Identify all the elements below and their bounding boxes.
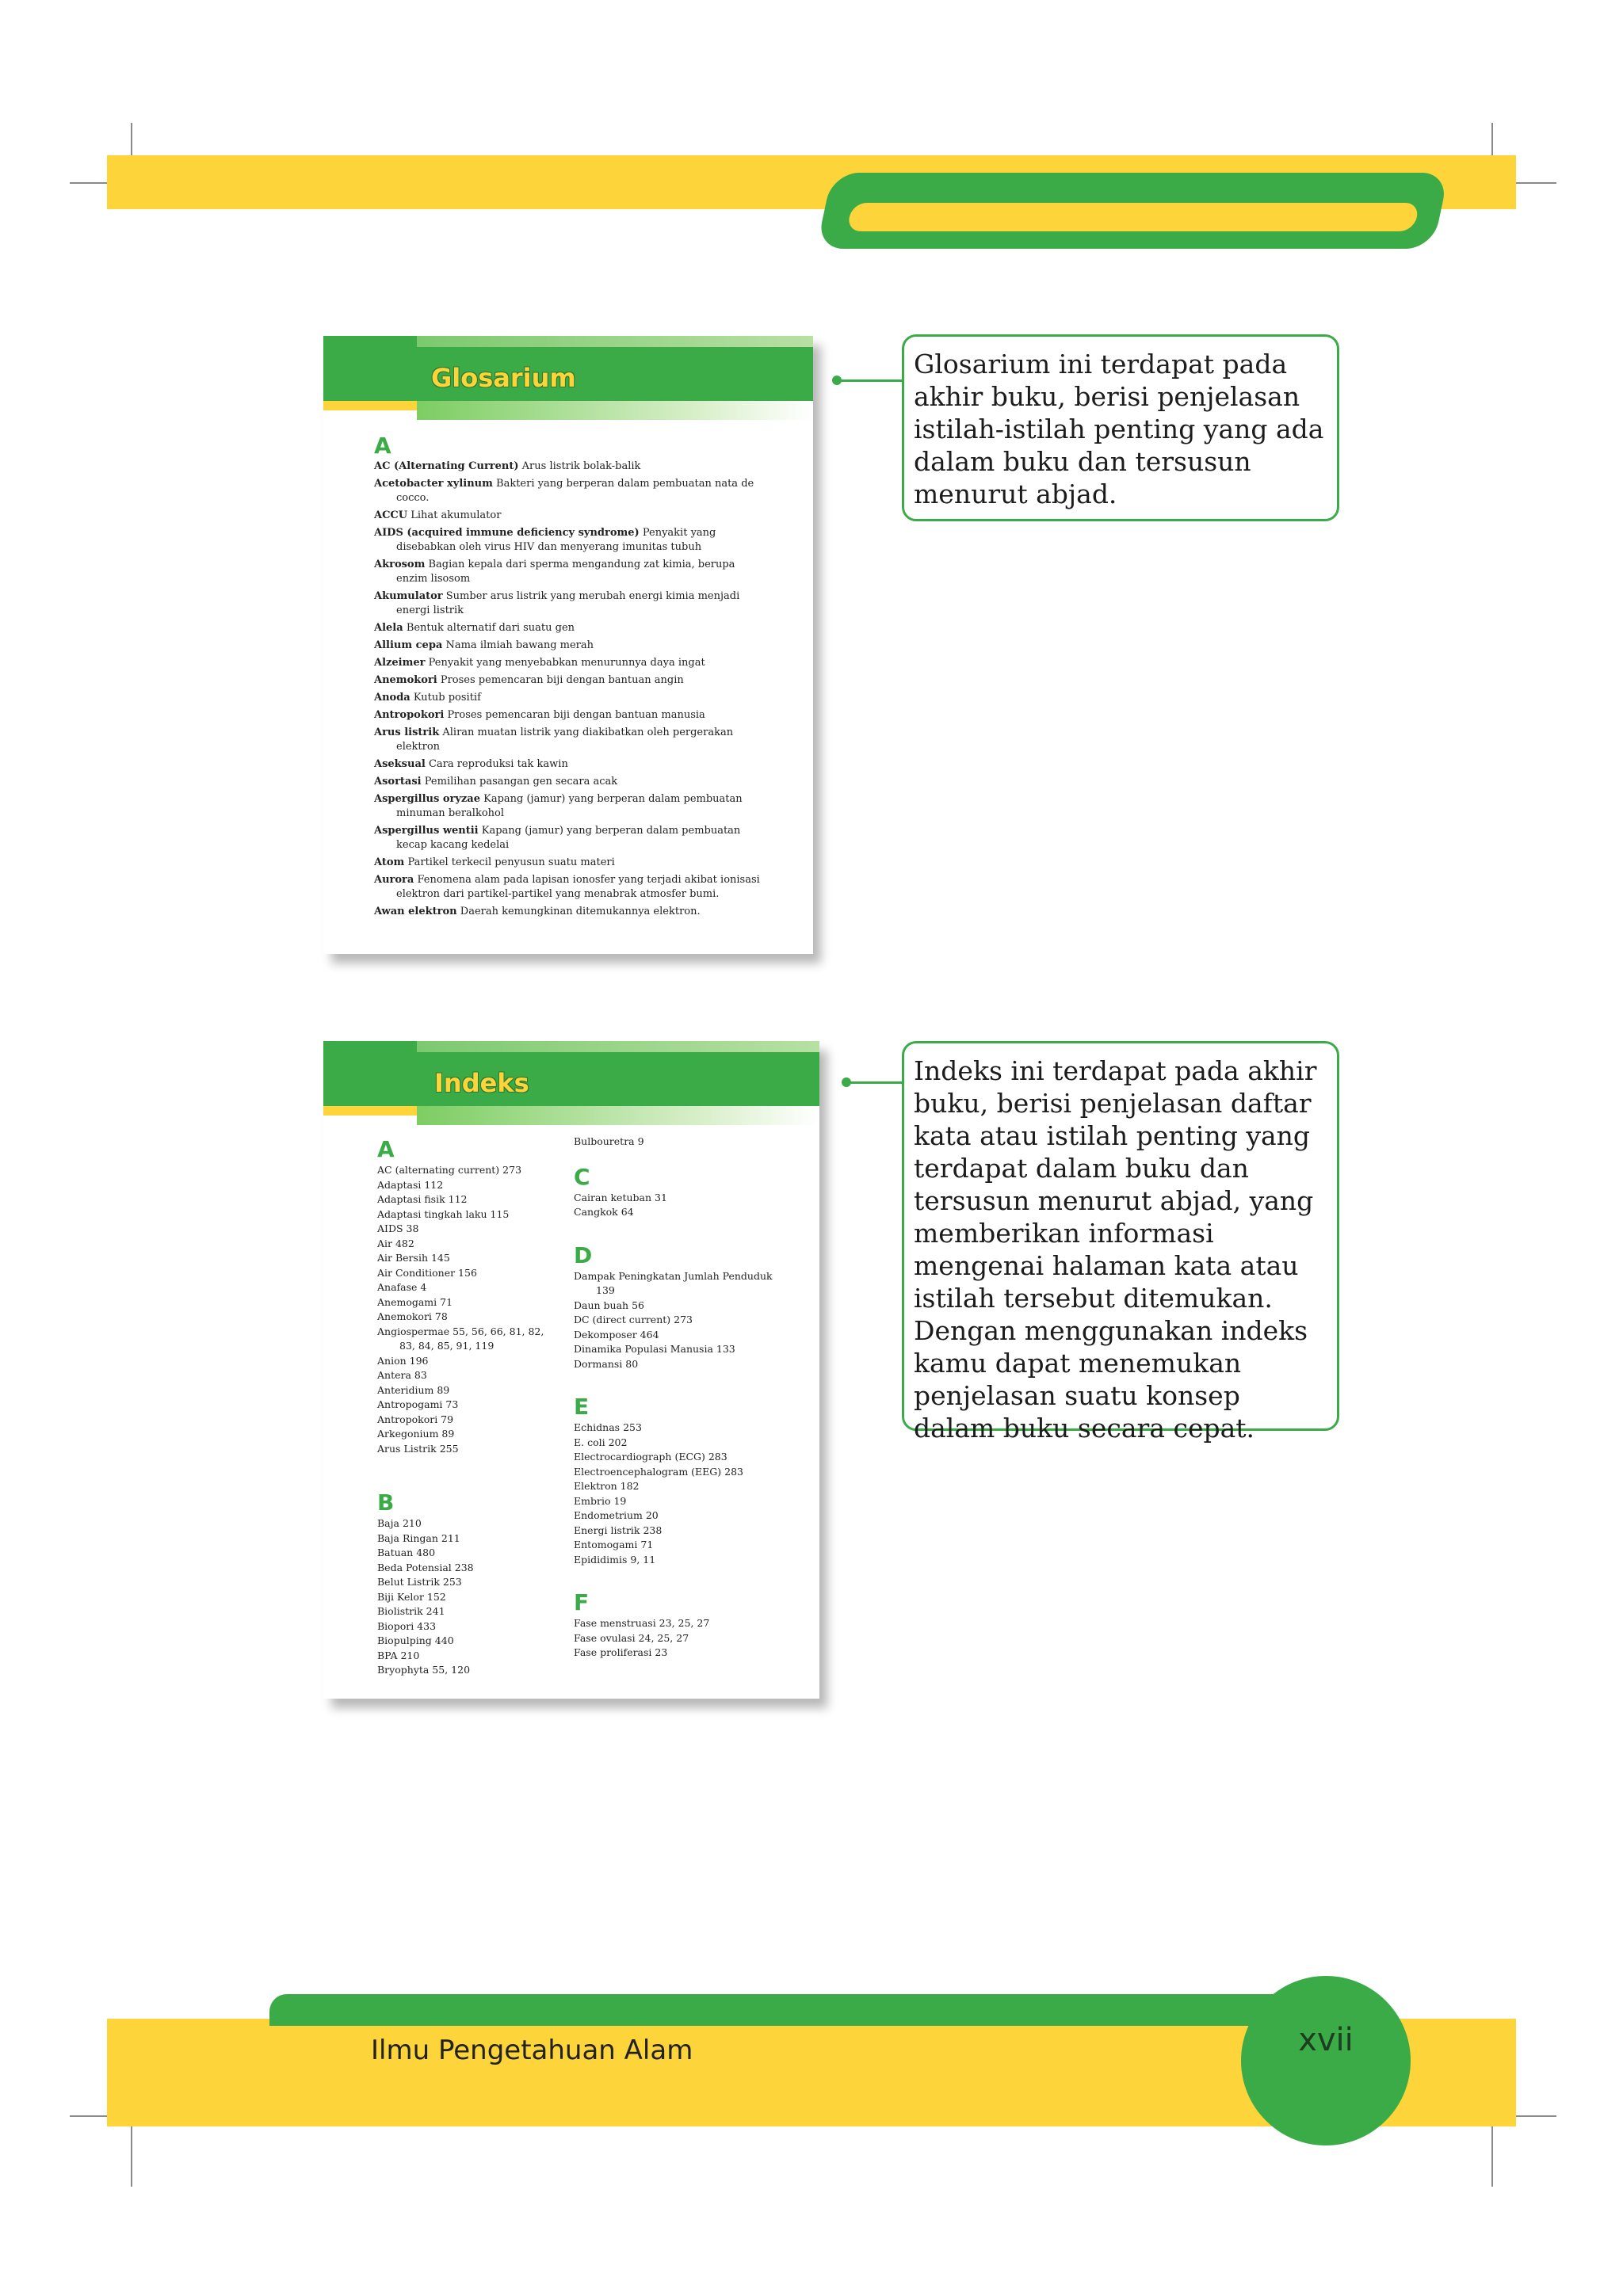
index-entry: Baja Ringan 211 [377,1531,460,1544]
index-entry: Antera 83 [377,1369,427,1381]
index-entry: Bulbouretra 9 [574,1135,644,1147]
index-entry: Antropogami 73 [377,1398,459,1410]
index-entry: Biopulping 440 [377,1634,454,1646]
index-entry: Biopori 433 [377,1619,437,1632]
index-entry: Dinamika Populasi Manusia 133 [574,1343,735,1355]
index-entry: Energi listrik 238 [574,1524,663,1536]
index-entry: Dekomposer 464 [574,1328,659,1341]
index-entry: Anemokori 78 [377,1310,448,1322]
index-entry: Adaptasi tingkah laku 115 [377,1207,510,1220]
glossary-entry [374,589,769,618]
glossary-definition: Penyakit yang menyebabkan menurunnya daya ingat [428,657,705,669]
glossary-definition: Proses pemencaran biji dengan bantuan manusia [447,709,705,721]
glossary-term: Asortasi [374,776,422,788]
glossary-term: Aspergillus wentii [374,825,479,837]
glossary-sample-page [323,336,813,954]
index-entry: BPA 210 [377,1649,420,1661]
index-column-1 [377,1138,552,1678]
glossary-entry [374,558,769,586]
index-entry: Anteridium 89 [377,1383,450,1396]
glossary-term: Akumulator [374,590,443,602]
index-entry: Fase proliferasi 23 [574,1646,668,1658]
index-entry: Bryophyta 55, 120 [377,1664,471,1676]
glossary-callout [902,334,1339,521]
glossary-term: Aspergillus oryzae [374,793,480,805]
index-entry: Arkegonium 89 [377,1428,455,1440]
index-entry: Epididimis 9, 11 [574,1553,656,1566]
index-callout [902,1041,1339,1444]
glossary-definition: Daerah kemungkinan ditemukannya elektron. [460,906,701,917]
glossary-definition: Aliran muatan listrik yang diakibatkan oleh pergerakan elektron [396,727,734,753]
glossary-entry [374,621,769,635]
glossary-term: Arus listrik [374,727,440,738]
index-entry: Embrio 19 [574,1494,627,1507]
index-column-2 [574,1135,780,1661]
glossary-entry [374,526,769,555]
glossary-term: AC (Alternating Current) [374,460,519,472]
glossary-header-accent [323,401,417,410]
index-entry: Beda Potensial 238 [377,1561,474,1573]
index-entry: Fase menstruasi 23, 25, 27 [574,1617,710,1629]
index-entry: Arus Listrik 255 [377,1442,459,1455]
glossary-term: Aseksual [374,758,426,770]
crop-mark [1491,2123,1493,2187]
index-entry: Belut Listrik 253 [377,1576,462,1588]
index-entry: AC (alternating current) 273 [377,1164,522,1176]
index-entry: Echidnas 253 [574,1421,642,1433]
glossary-term: Antropokori [374,709,445,721]
index-header-highlight [417,1041,819,1052]
glossary-entry [374,656,769,670]
index-entry: Antropokori 79 [377,1413,454,1425]
glossary-connector-line [837,379,903,382]
glossary-entry [374,639,769,653]
glossary-definition: Proses pemencaran biji dengan bantuan angin [440,674,684,686]
glossary-entry [374,792,769,821]
glossary-definition: Pemilihan pasangan gen secara acak [424,776,618,788]
index-entry: DC (direct current) 273 [574,1314,693,1325]
index-connector-line [846,1081,903,1084]
index-callout-text: Indeks ini terdapat pada akhir buku, berisi penjelasan daftar kata atau istilah penting yang terdapat dalam buku dan tersusun menurut abjad, yang memberikan informasi mengenai halaman kata atau istilah tersebut ditemukan. Dengan menggunakan indeks kamu dapat menemukan penjelasan suatu konsep dalam buku secara cepat. [914,1055,1317,1444]
glossary-term: Awan elektron [374,906,457,917]
glossary-term: Akrosom [374,559,426,570]
glossary-entry [374,460,769,474]
glossary-definition: Cara reproduksi tak kawin [428,758,568,770]
glossary-entry [374,775,769,789]
index-letter: B [377,1489,395,1516]
glossary-definition: Bagian kepala dari sperma mengandung zat kimia, berupa enzim lisosom [396,559,735,585]
glossary-definition: Kutub positif [413,692,481,704]
glossary-title: Glosarium [431,363,576,393]
glossary-callout-text: Glosarium ini terdapat pada akhir buku, berisi penjelasan istilah-istilah penting yang ada dalam buku dan tersusun menurut abjad. [914,349,1324,509]
index-entry: Angiospermae 55, 56, 66, 81, 82, 83, 84, 85, 91, 119 [377,1325,544,1352]
index-entry: Dormansi 80 [574,1357,639,1370]
glossary-header-highlight [417,336,813,347]
index-header-accent [323,1106,417,1116]
glossary-definition: Lihat akumulator [411,509,502,521]
index-letter: C [574,1163,590,1190]
glossary-term: Aurora [374,874,414,886]
index-entry: Baja 210 [377,1517,422,1529]
glossary-entry [374,905,769,919]
index-entry: Anafase 4 [377,1281,427,1293]
index-entry: Batuan 480 [377,1547,436,1558]
glossary-entry-list [374,460,769,922]
index-entry: Air Conditioner 156 [377,1266,477,1279]
glossary-entry [374,509,769,523]
glossary-entry [374,873,769,902]
footer-green-strip [269,1994,1284,2026]
glossary-definition: Penyakit yang disebabkan oleh virus HIV dan menyerang imunitas tubuh [396,527,716,553]
glossary-letter: A [374,433,391,459]
index-entry: Daun buah 56 [574,1299,644,1311]
header-tab-inner [846,203,1420,231]
glossary-definition: Bakteri yang berperan dalam pembuatan nata de cocco. [396,478,754,504]
glossary-term: Alzeimer [374,657,426,669]
footer-book-title: Ilmu Pengetahuan Alam [371,2035,693,2066]
glossary-definition: Kapang (jamur) yang berperan dalam pembuatan kecap kacang kedelai [396,825,741,851]
index-header-fade [417,1106,819,1125]
glossary-definition: Bentuk alternatif dari suatu gen [406,622,575,634]
index-letter: F [574,1589,590,1615]
index-entry: Elektron 182 [574,1480,640,1492]
index-entry: Air 482 [377,1237,414,1249]
glossary-entry [374,856,769,870]
glossary-term: Anemokori [374,674,437,686]
glossary-entry [374,477,769,505]
glossary-entry [374,824,769,852]
glossary-term: Acetobacter xylinum [374,478,493,490]
glossary-term: ACCU [374,509,408,521]
index-entry: Electroencephalogram (EEG) 283 [574,1465,743,1478]
glossary-entry [374,673,769,688]
index-entry: Adaptasi fisik 112 [377,1193,468,1205]
glossary-definition: Nama ilmiah bawang merah [445,639,594,651]
index-entry: Air Bersih 145 [377,1252,450,1264]
index-entry: Entomogami 71 [574,1539,654,1550]
index-letter: E [574,1394,590,1420]
index-entry: Fase ovulasi 24, 25, 27 [574,1631,689,1644]
index-entry: Adaptasi 112 [377,1178,444,1191]
glossary-entry [374,691,769,705]
glossary-definition: Fenomena alam pada lapisan ionosfer yang terjadi akibat ionisasi elektron dari partikel-partikel yang menabrak atmosfer bumi. [396,874,760,900]
glossary-term: Atom [374,856,405,868]
index-entry: Anemogami 71 [377,1295,453,1308]
index-entry: AIDS 38 [377,1222,419,1234]
index-entry: Anion 196 [377,1354,429,1367]
glossary-term: AIDS (acquired immune deficiency syndrome) [374,527,640,539]
index-entry: Endometrium 20 [574,1509,659,1521]
glossary-header-fade [417,401,813,420]
glossary-term: Anoda [374,692,411,704]
index-entry: Dampak Peningkatan Jumlah Penduduk 139 [574,1269,773,1296]
glossary-entry [374,708,769,723]
page-number: xvii [1298,2022,1354,2058]
index-letter: D [574,1241,593,1268]
index-letter: A [377,1136,395,1162]
index-title: Indeks [434,1068,529,1098]
glossary-entry [374,757,769,772]
page-number-circle [1241,1976,1411,2145]
index-entry: E. coli 202 [574,1436,628,1448]
crop-mark [131,2123,132,2187]
index-entry: Cangkok 64 [574,1206,634,1218]
index-entry: Biolistrik 241 [377,1605,445,1617]
index-entry: Electrocardiograph (ECG) 283 [574,1451,727,1463]
glossary-definition: Partikel terkecil penyusun suatu materi [407,856,615,868]
glossary-entry [374,726,769,754]
glossary-term: Allium cepa [374,639,443,651]
glossary-definition: Kapang (jamur) yang berperan dalam pembuatan minuman beralkohol [396,793,743,819]
glossary-term: Alela [374,622,403,634]
glossary-definition: Arus listrik bolak-balik [521,460,641,472]
index-sample-page [323,1041,819,1699]
index-entry: Cairan ketuban 31 [574,1191,667,1203]
index-entry: Biji Kelor 152 [377,1590,446,1603]
glossary-definition: Sumber arus listrik yang merubah energi kimia menjadi energi listrik [396,590,740,616]
